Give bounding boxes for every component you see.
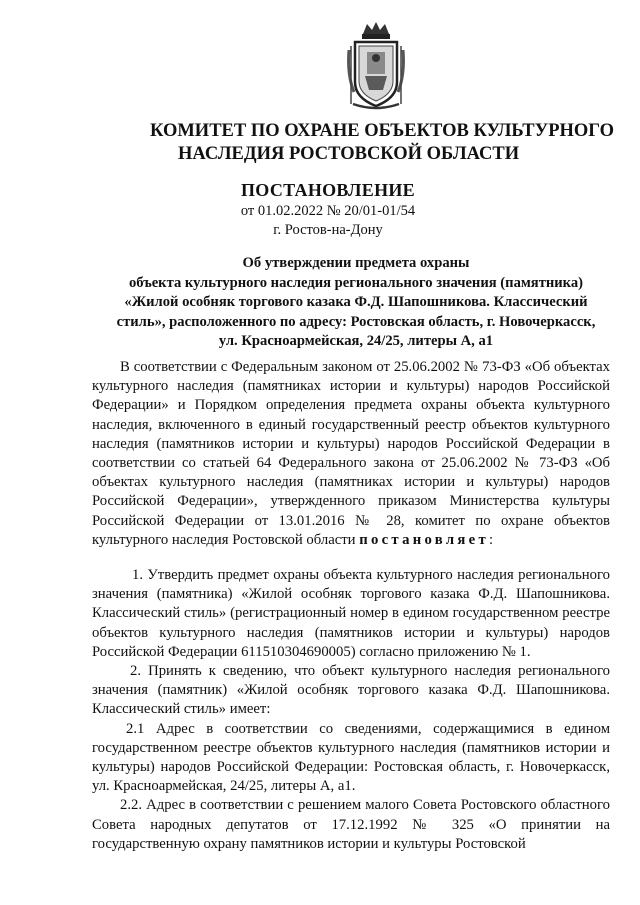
item-2-1: 2.1 Адрес в соответствии со сведениями, содержащимися в едином государственном реестре объектов культурного наследия (памятников истории и культуры) народов Российской Федерации: Ростовская область, г. Новочеркасск, ул. Красноармейская, 24/25, литеры А, а1.	[92, 720, 610, 795]
committee-name	[150, 120, 614, 166]
preamble-paragraph	[92, 358, 610, 550]
preamble-text: В соответствии с Федеральным законом от 25.06.2002 № 73-ФЗ «Об объектах культурного наследия (памятниках истории и культуры) народов Российской Федерации» и Порядком определения предмета охраны объекта культурного наследия, включенного в единый государственный реестр объектов культурного наследия (памятников истории и культуры) народов Российской Федерации в соответствии со статьей 64 Федерального закона от 25.06.2002 № 73-ФЗ «Об объектах культурного наследия (памятниках истории и культуры) народов Российской Федерации», утвержденного приказом Министерства культуры Российской Федерации от 13.01.2016 № 28, комитет по охране объектов культурного наследия Ростовской области	[92, 359, 610, 548]
decree-subject	[96, 254, 616, 352]
item-2: 2. Принять к сведению, что объект культурного наследия регионального значения (памятник) «Жилой особняк торгового казака Ф.Д. Шапошникова. Классический стиль» имеет:	[92, 663, 610, 718]
decree-date-number: от 01.02.2022 № 20/01-01/54	[240, 203, 416, 219]
decree-items	[92, 566, 610, 854]
subject-line-1: Об утверждении предмета охраны	[242, 255, 470, 271]
subject-line-2: объекта культурного наследия регионального значения (памятника)	[128, 274, 584, 291]
decree-title: ПОСТАНОВЛЕНИЕ	[241, 180, 415, 200]
subject-line-3: «Жилой особняк торгового казака Ф.Д. Шапошникова. Классический	[124, 294, 588, 310]
preamble	[92, 358, 610, 550]
subject-line-4: стиль», расположенного по адресу: Ростовская область, г. Новочеркасск,	[116, 313, 596, 330]
item-2-2: 2.2. Адрес в соответствии с решением малого Совета Ростовского областного Совета народных депутатов от 17.12.1992 № 325 «О принятии на государственную охрану памятников истории и культуры Ростовской	[92, 797, 610, 852]
resolves-colon: :	[488, 531, 494, 548]
committee-line-2: НАСЛЕДИЯ РОСТОВСКОЙ ОБЛАСТИ	[178, 144, 520, 164]
resolves-word: постановляет	[359, 531, 489, 548]
decree-city: г. Ростов-на-Дону	[273, 222, 383, 238]
committee-line-1: КОМИТЕТ ПО ОХРАНЕ ОБЪЕКТОВ КУЛЬТУРНОГО	[150, 121, 614, 141]
item-1: 1. Утвердить предмет охраны объекта культурного наследия регионального значения (памятника) «Жилой особняк торгового казака Ф.Д. Шапошникова. Классический стиль» (регистрационный номер в едином государственном реестре объектов культурного наследия (памятников истории и культуры) народов Российской Федерации 611510304690005) согласно приложению № 1.	[92, 567, 610, 660]
coat-of-arms-emblem	[345, 20, 407, 112]
subject-line-5: ул. Красноармейская, 24/25, литеры А, а1	[218, 333, 494, 349]
